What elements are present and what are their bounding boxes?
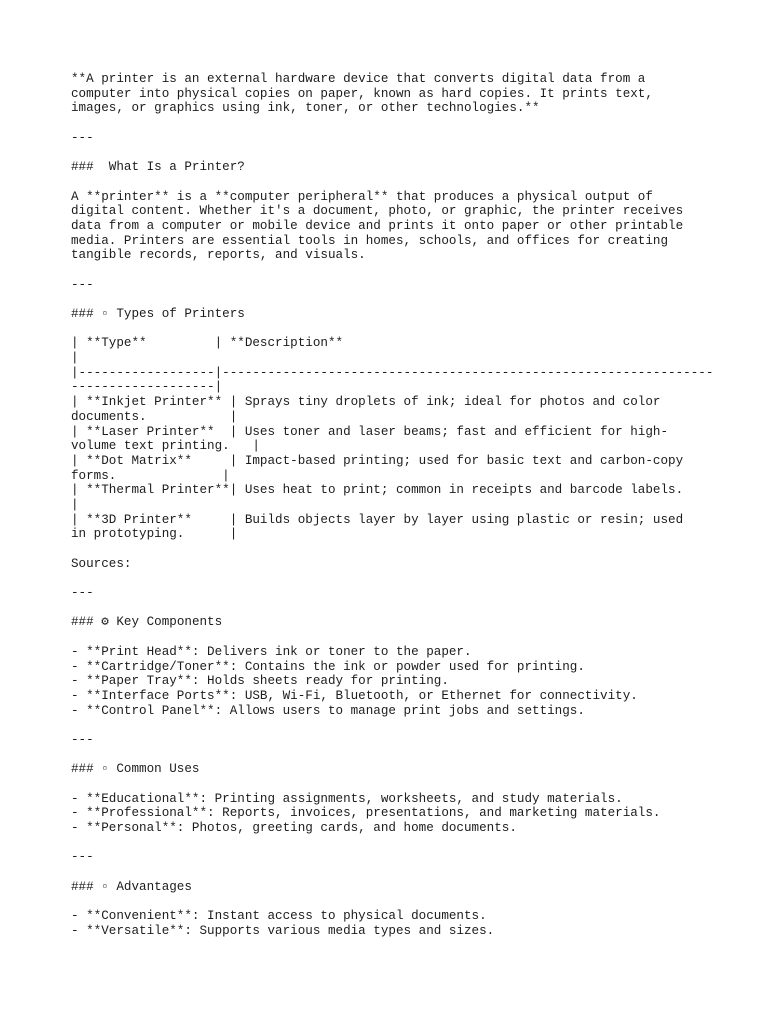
list-item: - **Convenient**: Instant access to physical documents. <box>71 909 487 924</box>
section-heading: ### ▫ Common Uses <box>71 762 200 777</box>
table-row: | <box>71 351 79 366</box>
blank-line <box>71 145 761 160</box>
blank-line <box>71 542 761 557</box>
horizontal-rule: --- <box>71 130 94 145</box>
text-line: volume text printing. | <box>71 439 260 454</box>
blank-line <box>71 116 761 131</box>
text-line: Sources: <box>71 556 132 571</box>
text-line: **A printer is an external hardware device that converts digital data from a <box>71 72 646 86</box>
table-row: | **Inkjet Printer** | Sprays tiny droplets of ink; ideal for photos and color <box>71 395 661 410</box>
blank-line <box>71 292 761 307</box>
text-line: documents. | <box>71 409 238 424</box>
text-line: A **printer** is a **computer peripheral** that produces a physical output of <box>71 189 653 204</box>
list-item: - **Control Panel**: Allows users to manage print jobs and settings. <box>71 703 585 718</box>
section-heading: ### ⚙ Key Components <box>71 615 223 630</box>
blank-line <box>71 718 761 733</box>
section-heading: ### ▫ Types of Printers <box>71 307 245 321</box>
section-heading: ### What Is a Printer? <box>71 160 245 175</box>
list-item: - **Educational**: Printing assignments, worksheets, and study materials. <box>71 791 623 806</box>
list-item: - **Print Head**: Delivers ink or toner to the paper. <box>71 644 472 659</box>
blank-line <box>71 322 761 337</box>
text-line: computer into physical copies on paper, known as hard copies. It prints text, <box>71 86 653 101</box>
table-row: -------------------| <box>71 380 223 395</box>
blank-line <box>71 895 761 910</box>
blank-line <box>71 777 761 792</box>
list-item: - **Paper Tray**: Holds sheets ready for printing. <box>71 674 449 689</box>
text-line: in prototyping. | <box>71 527 238 542</box>
blank-line <box>71 748 761 763</box>
table-row: | **Thermal Printer**| Uses heat to print; common in receipts and barcode labels. <box>71 483 684 498</box>
blank-line <box>71 865 761 880</box>
blank-line <box>71 175 761 190</box>
text-line: forms. | <box>71 468 230 483</box>
table-row: | **Type** | **Description** <box>71 336 344 351</box>
text-line: media. Printers are essential tools in homes, schools, and offices for creating <box>71 233 669 248</box>
blank-line <box>71 630 761 645</box>
table-row: | <box>71 497 79 512</box>
table-row: |------------------|----------------------------------------------------------------- <box>71 365 714 380</box>
text-line: tangible records, reports, and visuals. <box>71 248 366 263</box>
list-item: - **Cartridge/Toner**: Contains the ink or powder used for printing. <box>71 659 585 674</box>
text-line: data from a computer or mobile device and prints it onto paper or other printable <box>71 218 684 233</box>
list-item: - **Professional**: Reports, invoices, presentations, and marketing materials. <box>71 806 661 821</box>
text-line: images, or graphics using ink, toner, or other technologies.** <box>71 101 540 116</box>
document-page <box>71 72 761 939</box>
blank-line <box>71 571 761 586</box>
section-heading: ### ▫ Advantages <box>71 879 192 894</box>
table-row: | **Laser Printer** | Uses toner and laser beams; fast and efficient for high- <box>71 424 669 439</box>
table-row: | **3D Printer** | Builds objects layer by layer using plastic or resin; used <box>71 512 684 527</box>
list-item: - **Versatile**: Supports various media types and sizes. <box>71 923 495 938</box>
list-item: - **Personal**: Photos, greeting cards, and home documents. <box>71 821 517 836</box>
table-row: | **Dot Matrix** | Impact-based printing; used for basic text and carbon-copy <box>71 453 684 468</box>
text-line: digital content. Whether it's a document, photo, or graphic, the printer receives <box>71 204 684 219</box>
horizontal-rule: --- <box>71 732 94 747</box>
blank-line <box>71 601 761 616</box>
blank-line <box>71 263 761 278</box>
horizontal-rule: --- <box>71 586 94 601</box>
list-item: - **Interface Ports**: USB, Wi-Fi, Bluetooth, or Ethernet for connectivity. <box>71 688 638 703</box>
horizontal-rule: --- <box>71 850 94 865</box>
horizontal-rule: --- <box>71 277 94 292</box>
blank-line <box>71 836 761 851</box>
